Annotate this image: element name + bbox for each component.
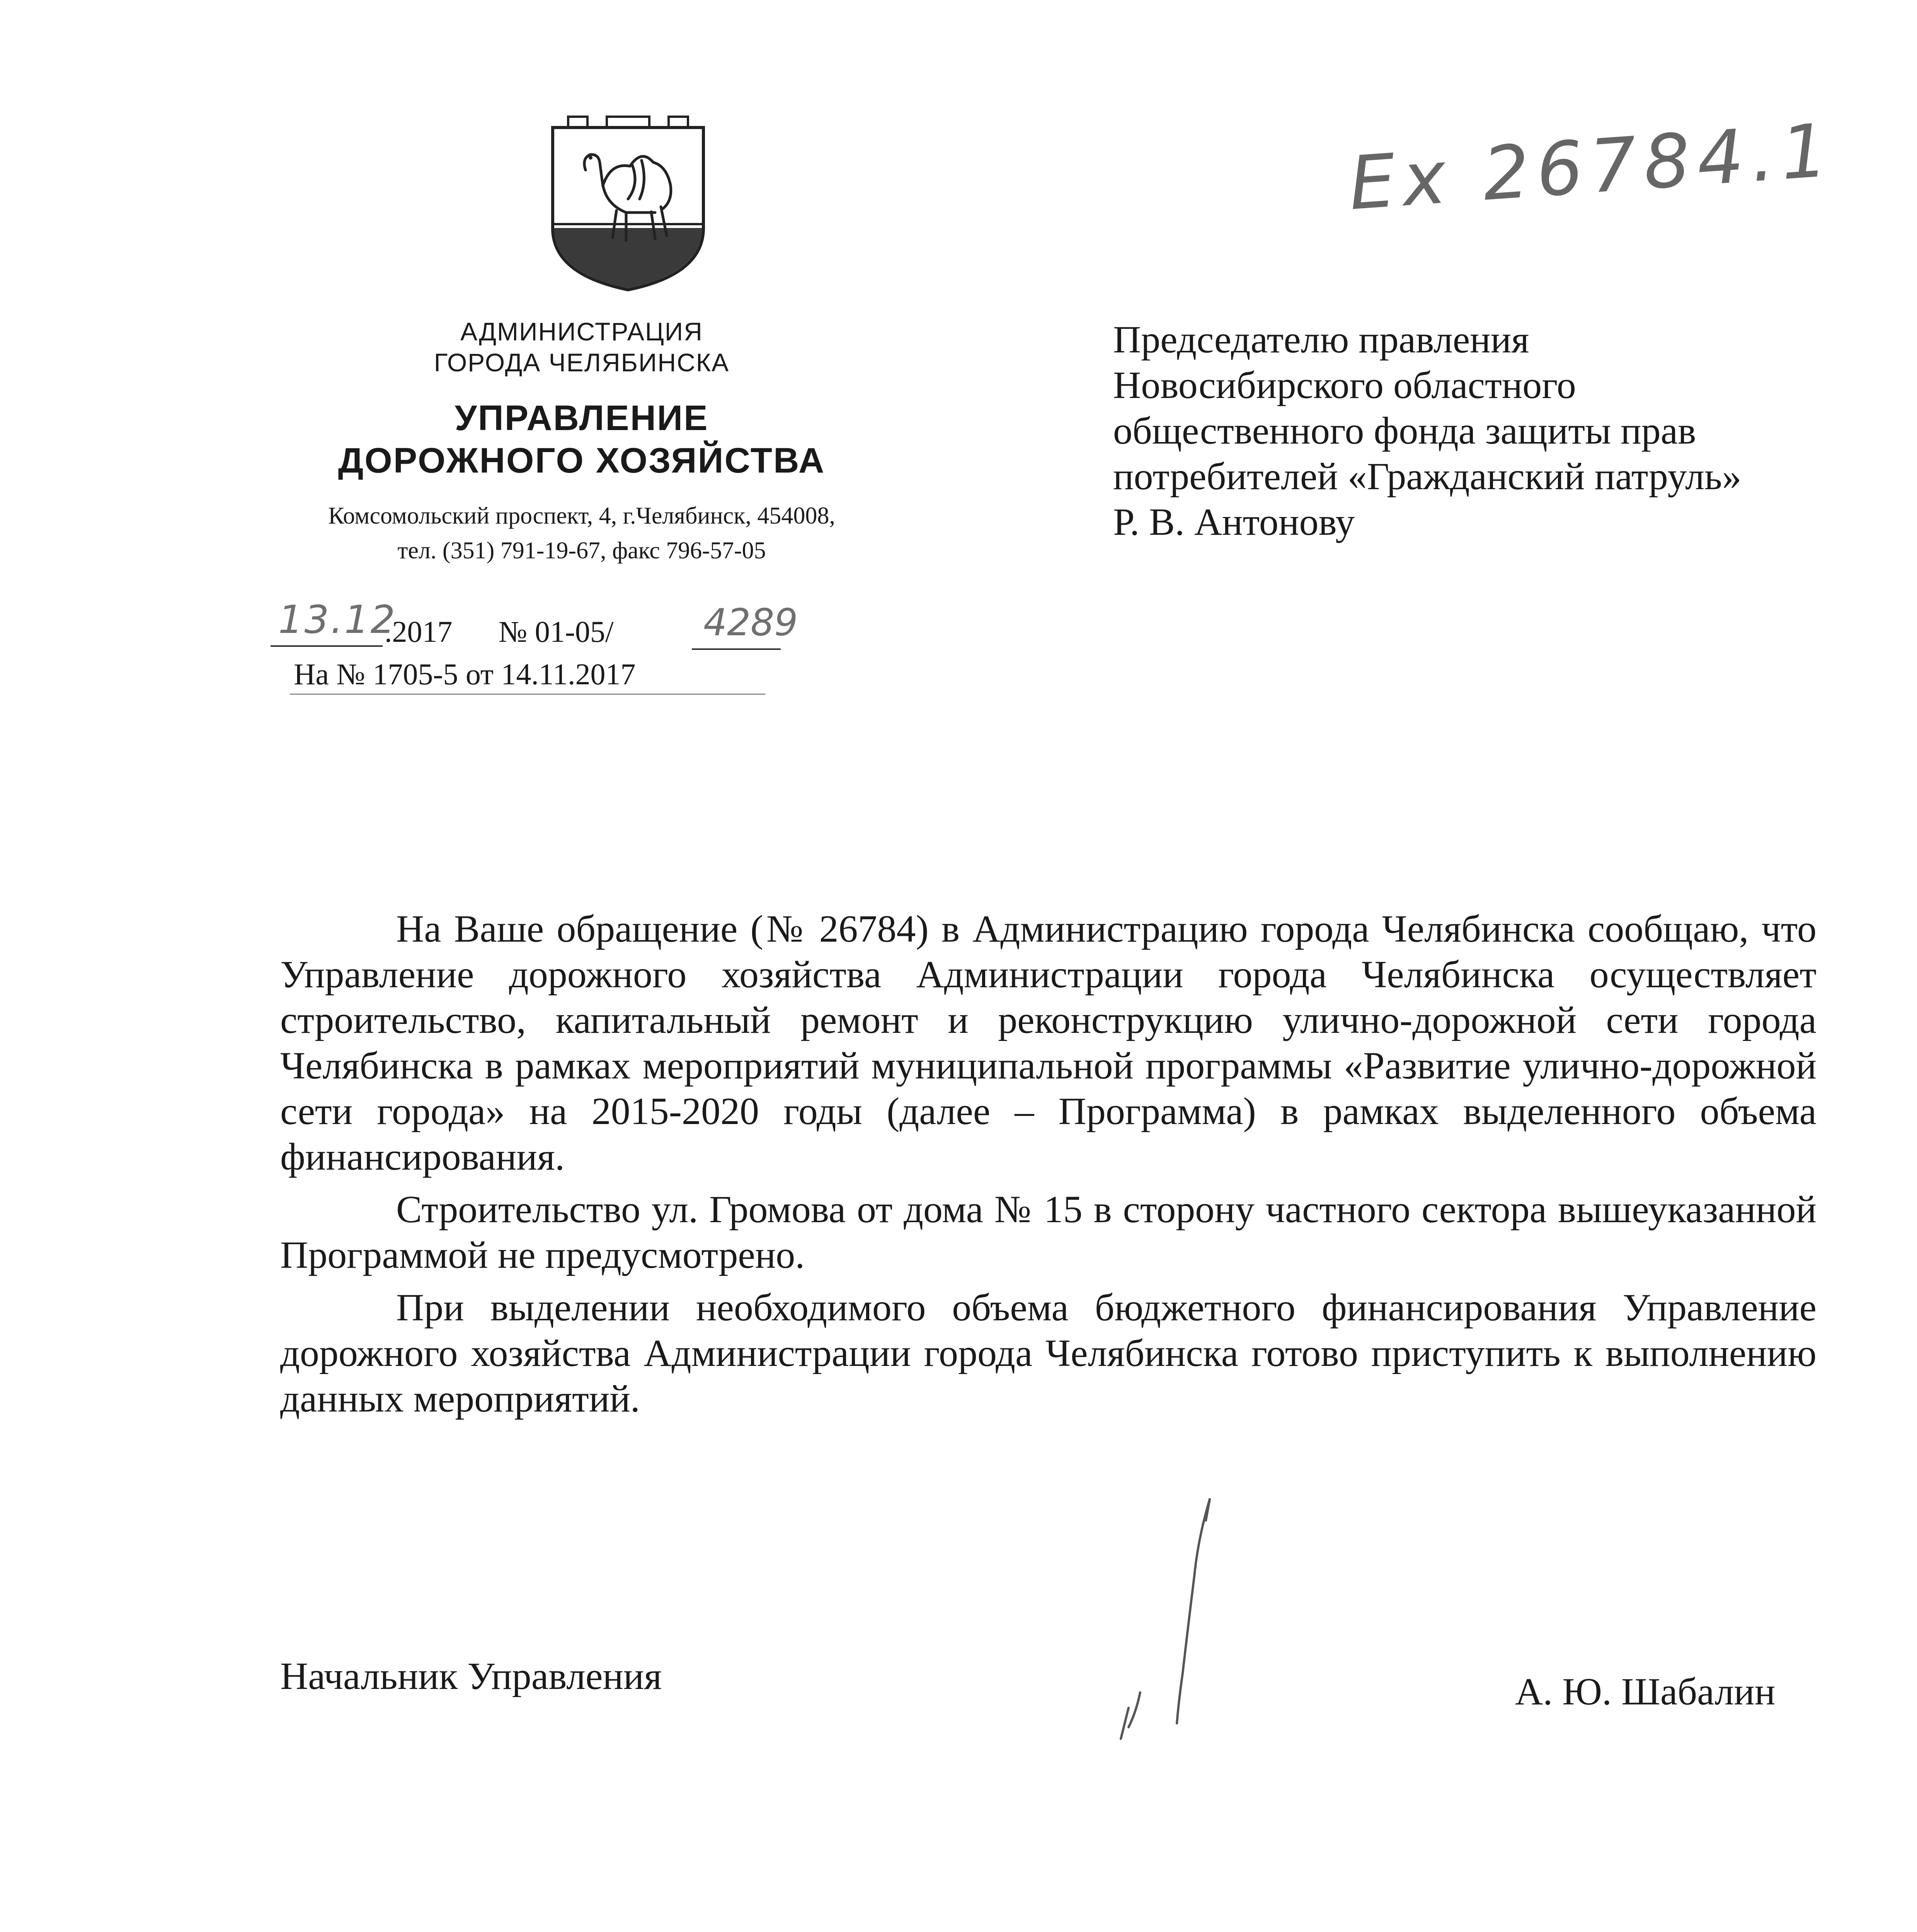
department-name-line1: УПРАВЛЕНИЕ — [455, 398, 709, 438]
registration-number-prefix: № 01-05/ — [499, 615, 614, 648]
addressee-line: потребителей «Гражданский патруль» — [1113, 455, 1742, 498]
registration-reference-underline — [290, 694, 765, 695]
address-line1: Комсомольский проспект, 4, г.Челябинск, 454008, — [328, 503, 835, 529]
department-name-line2: ДОРОЖНОГО ХОЗЯЙСТВА — [338, 441, 826, 480]
registration-date-handwritten: 13.12 — [278, 597, 397, 642]
registration-number-handwritten: 4289 — [703, 601, 798, 644]
address-line2: тел. (351) 791-19-67, факс 796-57-05 — [397, 537, 766, 564]
addressee-line: Р. В. Антонову — [1113, 500, 1355, 543]
registration-reference: На № 1705-5 от 14.11.2017 — [294, 657, 636, 691]
body-paragraph: При выделении необходимого объема бюджетного финансирования Управление дорожного хозяйства Администрации города Челябинска готово приступить к выполнению данных мероприятий. — [280, 1286, 1817, 1420]
registration-number-underline — [692, 648, 781, 650]
signatory-title: Начальник Управления — [280, 1655, 662, 1697]
addressee-line: Председателю правления — [1113, 318, 1529, 361]
registration-date-underline — [271, 645, 383, 647]
body-paragraph: На Ваше обращение (№ 26784) в Администрацию города Челябинска сообщаю, что Управление дорожного хозяйства Администрации города Челябинска осуществляет строительство, капитальный ремонт и реконструкцию улично-дорожной сети города Челябинска в рамках мероприятий муниципальной программы «Развитие улично-дорожной сети города» на 2015-2020 годы (далее – Программа) в рамках выделенного объема финансирования. — [280, 907, 1817, 1178]
signatory-name: А. Ю. Шабалин — [1515, 1670, 1776, 1713]
letter-body — [280, 906, 1817, 1422]
incoming-number-stamp — [1341, 107, 1837, 228]
incoming-number-text: Ех 26784.1 — [1346, 107, 1837, 227]
addressee-block — [1113, 317, 1742, 545]
addressee-line: общественного фонда защиты прав — [1113, 409, 1696, 452]
chelyabinsk-coat-of-arms-icon — [545, 112, 711, 294]
registration-date-year: .2017 — [385, 615, 453, 648]
org-name-line1: АДМИНИСТРАЦИЯ — [460, 317, 703, 346]
addressee-line: Новосибирского областного — [1113, 364, 1576, 406]
body-paragraph: Строительство ул. Громова от дома № 15 в сторону частного сектора вышеуказанной Программой не предусмотрено. — [280, 1188, 1817, 1276]
handwritten-signature — [1082, 1492, 1245, 1770]
org-name-line2: ГОРОДА ЧЕЛЯБИНСКА — [434, 348, 730, 377]
